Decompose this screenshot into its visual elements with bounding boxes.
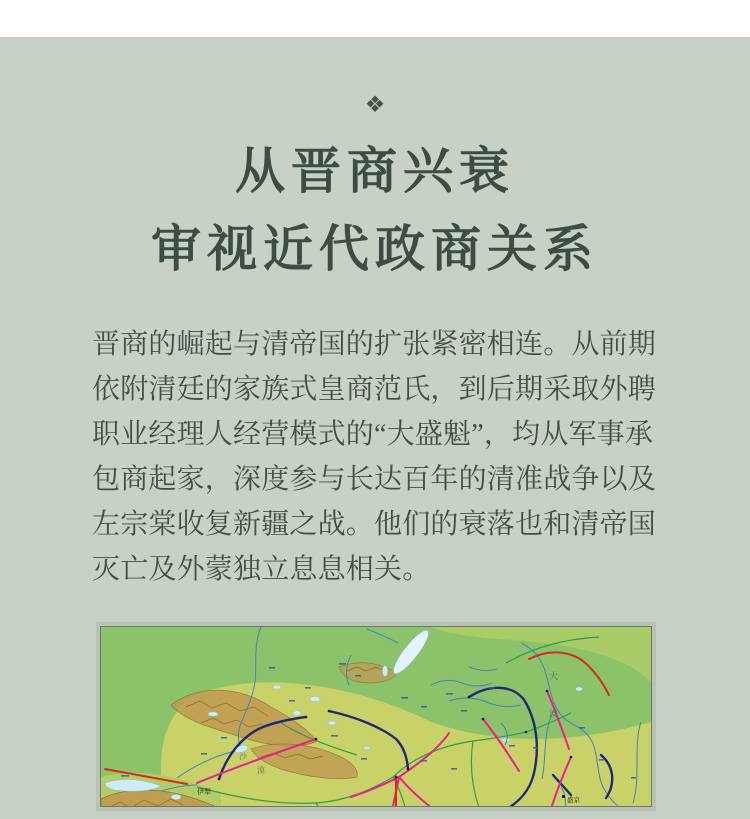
diamond-ornament-icon: ❖ — [364, 92, 386, 117]
top-white-strip — [0, 0, 750, 37]
trade-route-map-figure — [96, 622, 656, 811]
paragraph-line: 灭亡及外蒙独立息息相关。 — [92, 554, 431, 585]
intro-paragraph — [92, 322, 658, 592]
map-label-desert-east-2: 漠 — [549, 710, 559, 720]
title-line-1: 从晋商兴衰 — [235, 143, 515, 199]
trade-route-map — [100, 626, 652, 807]
map-label-yili: 伊犁 — [197, 788, 211, 796]
title-line-2: 审视近代政商关系 — [151, 221, 599, 277]
page-title — [0, 132, 750, 288]
paragraph-line: 左宗棠收复新疆之战。他们的衰落也和清帝国 — [92, 509, 657, 540]
map-label-shengjing: 盛京 — [567, 796, 580, 804]
paragraph-line: 职业经理人经营模式的“大盛魁”，均从军事承 — [92, 419, 654, 450]
map-canvas — [101, 627, 651, 807]
paragraph-line: 晋商的崛起与清帝国的扩张紧密相连。从前期 — [92, 329, 657, 360]
map-label-desert-east-1: 大 — [549, 672, 559, 682]
map-label-desert-west-1: 沙 — [239, 752, 247, 761]
paragraph-line: 依附清廷的家族式皇商范氏，到后期采取外聘 — [92, 374, 657, 405]
paragraph-line: 包商起家，深度参与长达百年的清准战争以及 — [92, 464, 657, 495]
map-label-desert-west-2: 漠 — [257, 766, 265, 775]
